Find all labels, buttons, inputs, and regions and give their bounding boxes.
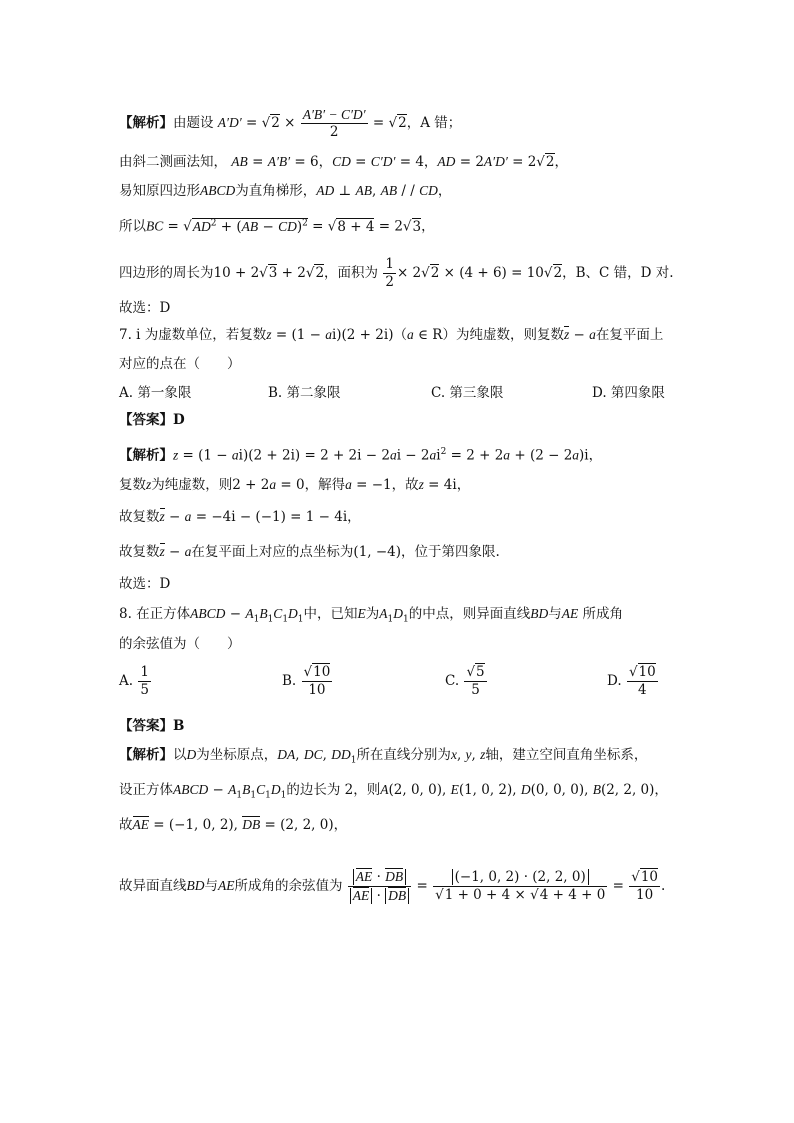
q7-analysis-line-1: 【解析】$z = (1 - ai)(2 + 2i) = 2 + 2i - 2ai - 2ai^2 = 2 + 2a + (2 - 2a)i$， (119, 447, 603, 464)
q8-analysis-line-2: 设正方体ABCD − $A_1B_1C_1D_1$的边长为 2，则A(2, 0, 0), E(1, 0, 2), D(0, 0, 0), B(2, 2, 0)， (119, 782, 668, 801)
q8-answer-tag: 【答案】B (119, 718, 185, 734)
q8-option-a: A. $\frac{1}{5}$ (119, 664, 149, 698)
q6-analysis-line-1: 【解析】由题设 A′D′ = √2 × $\frac{A'B' - C'D'}{2}$ = √2，A 错； (119, 107, 462, 140)
analysis-tag: 【解析】 (119, 115, 173, 131)
q7-option-a: A. 第一象限 (119, 385, 192, 401)
q7-analysis-line-3: 故复数z − a = −4i − (−1) = 1 − 4i， (119, 509, 361, 525)
fraction: $\frac{A'B' - C'D'}{2}$ (302, 107, 366, 140)
q7-stem-line-1: 7. i 为虚数单位，若复数z = (1 − ai)(2 + 2i)（a ∈ R）为纯虚数，则复数z − a在复平面上 (119, 327, 664, 343)
q8-option-d: D. $\frac{√10}{4}$ (607, 664, 656, 698)
q8-analysis-line-1: 【解析】以D为坐标原点，DA, DC, $DD_1$所在直线分别为x, y, z轴，建立空间直角坐标系， (119, 747, 648, 766)
q8-stem-line-2: 的余弦值为（ ） (119, 636, 241, 652)
q7-analysis-line-4: 故复数z − a在复平面上对应的点坐标为(1, −4)，位于第四象限. (119, 544, 500, 560)
q7-analysis-line-2: 复数z为纯虚数，则2 + 2a = 0，解得a = −1，故z = 4i， (119, 477, 471, 493)
q7-stem-line-2: 对应的点在（ ） (119, 356, 241, 372)
q7-option-d: D. 第四象限 (592, 385, 665, 401)
q6-analysis-line-5: 四边形的周长为10 + 2√3 + 2√2，面积为 $\frac{1}{2}$ × 2√2 × (4 + 6) = 10√2，B、C 错，D 对. (119, 256, 674, 290)
q8-option-c: C. $\frac{√5}{5}$ (445, 664, 485, 698)
q8-option-b: B. $\frac{√10}{10}$ (282, 664, 331, 698)
q6-analysis-line-3: 易知原四边形ABCD为直角梯形，AD ⊥ AB, AB / / CD， (119, 183, 452, 199)
q6-answer: 故选：D (119, 300, 171, 316)
q7-answer: 故选：D (119, 576, 171, 592)
q7-option-b: B. 第二象限 (268, 385, 341, 401)
q8-analysis-line-3: 故AE = (−1, 0, 2), DB = (2, 2, 0)， (119, 817, 348, 833)
q6-analysis-line-4: 所以BC = $√AD^2 + (AB - CD)^2 = √8 + 4 = 2√3$， (119, 218, 435, 235)
q6-analysis-line-2: 由斜二测画法知， AB = A′B′ = 6，CD = C′D′ = 4，AD = 2A′D′ = 2√2， (119, 154, 568, 170)
q8-analysis-line-4: 故异面直线BD与AE所成角的余弦值为 $\frac{AE \cdot DB}{AE \cdot DB}$ = $\frac{(-1, 0, 2) \cdot (2, 2, 0)}{√1 + 0 + 4 \times √4 + 4 + 0}$ = $\frac{√10}{10}$ . (119, 869, 666, 904)
cosine-fraction: $\frac{AE \cdot DB}{AE \cdot DB}$ (348, 868, 411, 905)
q7-option-c: C. 第三象限 (431, 385, 504, 401)
q7-answer-tag: 【答案】D (119, 412, 185, 428)
q8-stem-line-1: 8. 在正方体ABCD − $A_1B_1C_1D_1$中，已知E为$A_1D_1$的中点，则异面直线BD与AE 所成角 (119, 606, 624, 625)
